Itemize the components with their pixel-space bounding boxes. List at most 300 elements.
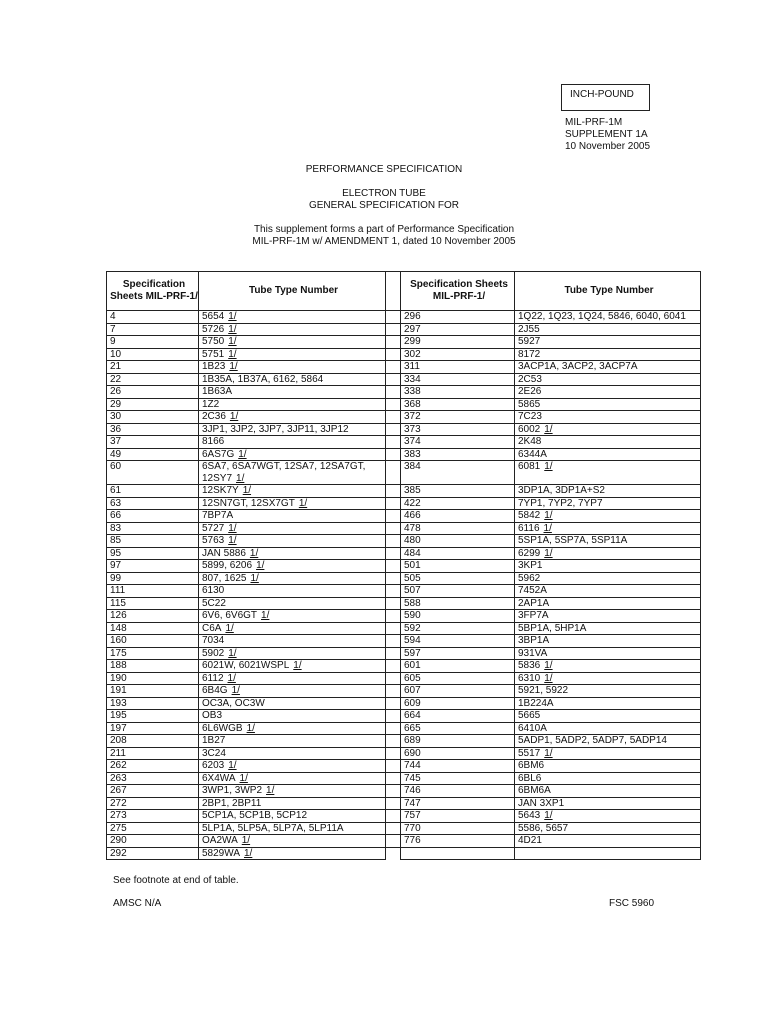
table-row (107, 398, 701, 411)
spec-sheet-cell: 770 (401, 822, 515, 835)
tube-type-cell (199, 510, 386, 523)
spec-sheet-cell: 605 (401, 672, 515, 685)
tube-type-cell (515, 323, 701, 336)
spec-sheet-cell: 383 (401, 448, 515, 461)
tube-type-text: 5865 (518, 398, 541, 410)
tube-type-cell (515, 510, 701, 523)
table-row (107, 660, 701, 673)
spec-sheet-cell: 60 (107, 461, 199, 485)
table-row (107, 560, 701, 573)
tube-type-text: 8172 (518, 348, 541, 360)
spec-sheet-cell: 368 (401, 398, 515, 411)
spec-sheet-cell: 744 (401, 760, 515, 773)
tube-type-text: 2AP1A (518, 597, 550, 609)
footnote-marker: 1/ (544, 660, 553, 671)
spec-sheet-cell: 601 (401, 660, 515, 673)
column-gap (386, 597, 401, 610)
footnote-marker: 1/ (544, 810, 553, 821)
spec-sheet-cell: 747 (401, 797, 515, 810)
column-gap (386, 847, 401, 860)
spec-sheet-cell: 208 (107, 735, 199, 748)
spec-sheet-cell: 111 (107, 585, 199, 598)
column-gap (386, 772, 401, 785)
tube-type-text: 5751 (202, 348, 225, 360)
tube-type-cell (515, 772, 701, 785)
table-row (107, 622, 701, 635)
spec-sheet-cell: 507 (401, 585, 515, 598)
tube-type-cell (515, 597, 701, 610)
spec-sheet-cell: 290 (107, 835, 199, 848)
tube-type-cell (199, 835, 386, 848)
footnote-marker: 1/ (246, 722, 255, 734)
tube-type-cell (515, 535, 701, 548)
tube-type-text: 6L6WGB (202, 722, 243, 734)
table-row (107, 797, 701, 810)
table-row (107, 336, 701, 349)
tube-type-text: 5ADP1, 5ADP2, 5ADP7, 5ADP14 (518, 735, 667, 746)
spec-sheet-cell: 61 (107, 485, 199, 498)
tube-type-cell (515, 760, 701, 773)
tube-type-cell (515, 522, 701, 535)
footnote-marker: 1/ (261, 610, 270, 621)
table-row (107, 323, 701, 336)
tube-type-text: 6203 (202, 760, 225, 771)
tube-type-cell (515, 635, 701, 648)
tube-type-cell (199, 610, 386, 623)
column-gap (386, 797, 401, 810)
footnote-marker: 1/ (256, 560, 265, 571)
table-row (107, 386, 701, 399)
column-gap (386, 423, 401, 436)
tube-type-text: 5763 (202, 535, 225, 546)
footnote-marker: 1/ (544, 510, 553, 521)
footnote-marker: 1/ (241, 835, 251, 846)
tube-type-text: 1B27 (202, 735, 226, 746)
column-gap (386, 535, 401, 548)
tube-type-cell (199, 722, 386, 735)
supplement: SUPPLEMENT 1A (565, 129, 648, 140)
tube-type-text: 3KP1 (518, 560, 543, 571)
spec-sheet-cell: 160 (107, 635, 199, 648)
table-row (107, 772, 701, 785)
tube-type-text: 6BM6 (518, 760, 545, 771)
spec-sheet-cell: 97 (107, 560, 199, 573)
spec-sheet-cell: 191 (107, 685, 199, 698)
tube-type-text: JAN 5886 (202, 547, 246, 559)
column-gap (386, 461, 401, 485)
table-row (107, 348, 701, 361)
tube-type-cell (199, 635, 386, 648)
tube-type-text: 6SA7, 6SA7WGT, 12SA7, 12SA7GT, 12SY7 (202, 461, 366, 484)
tube-type-cell (515, 560, 701, 573)
tube-type-cell (515, 423, 701, 436)
spec-sheet-cell: 10 (107, 348, 199, 361)
tube-type-text: 3BP1A (518, 635, 550, 646)
column-gap (386, 735, 401, 748)
footnote-marker: 1/ (227, 672, 236, 684)
tube-type-text: 5750 (202, 336, 225, 347)
tube-type-cell (199, 772, 386, 785)
spec-sheet-cell: 484 (401, 547, 515, 560)
column-gap (386, 497, 401, 510)
spec-sheet-cell: 385 (401, 485, 515, 498)
footnote-marker: 1/ (266, 785, 275, 796)
footnote-marker: 1/ (544, 461, 553, 472)
tube-type-text: 5654 (202, 311, 225, 322)
tube-type-cell (515, 398, 701, 411)
tube-type-cell (199, 785, 386, 798)
column-gap (386, 547, 401, 560)
footnote-marker: 1/ (229, 411, 239, 422)
spec-sheet-cell: 30 (107, 411, 199, 424)
intro-line-1: This supplement forms a part of Performance Specification (253, 224, 515, 235)
column-gap (386, 386, 401, 399)
tube-type-text: 6AS7G (202, 448, 235, 460)
tube-type-cell (515, 672, 701, 685)
tube-type-text: 3JP1, 3JP2, 3JP7, 3JP11, 3JP12 (202, 423, 349, 435)
footnote-marker: 1/ (544, 672, 553, 684)
spec-sheet-cell: 609 (401, 697, 515, 710)
footnote-marker: 1/ (228, 647, 237, 659)
spec-sheet-cell: 37 (107, 436, 199, 449)
spec-sheet-cell: 267 (107, 785, 199, 798)
tube-type-cell (515, 547, 701, 560)
column-gap (386, 697, 401, 710)
table-row (107, 847, 701, 860)
amsc-label: AMSC N/A (113, 898, 162, 909)
tube-type-cell (515, 685, 701, 698)
spec-sheet-cell: 175 (107, 647, 199, 660)
table-row (107, 448, 701, 461)
tube-type-text: 5962 (518, 572, 541, 584)
column-gap (386, 622, 401, 635)
tube-type-cell (515, 735, 701, 748)
table-row (107, 722, 701, 735)
footnote-marker: 1/ (236, 472, 245, 484)
spec-sheet-cell: 592 (401, 622, 515, 635)
column-gap (386, 373, 401, 386)
column-gap (386, 672, 401, 685)
tube-type-text: 7BP7A (202, 510, 234, 521)
tube-type-text: 1Z2 (202, 398, 220, 410)
tube-type-cell (199, 323, 386, 336)
table-row (107, 647, 701, 660)
doc-type-title: PERFORMANCE SPECIFICATION (305, 164, 463, 175)
spec-sheet-cell: 95 (107, 547, 199, 560)
tube-type-cell (199, 386, 386, 399)
tube-type-cell (199, 735, 386, 748)
spec-sheet-cell: 745 (401, 772, 515, 785)
table-row (107, 461, 701, 485)
spec-sheet-cell: 594 (401, 635, 515, 648)
spec-sheet-cell: 49 (107, 448, 199, 461)
footnote-marker: 1/ (228, 760, 237, 771)
tube-type-cell (515, 785, 701, 798)
tube-type-text: 807, 1625 (202, 572, 247, 584)
tube-type-text: 12SN7GT, 12SX7GT (202, 497, 295, 509)
tube-type-cell (515, 348, 701, 361)
tube-type-cell (515, 722, 701, 735)
tube-type-text: 7YP1, 7YP2, 7YP7 (518, 497, 603, 509)
tube-type-cell (515, 835, 701, 848)
tube-type-text: 3FP7A (518, 610, 549, 621)
table-row (107, 635, 701, 648)
tube-type-cell (515, 585, 701, 598)
table-row (107, 810, 701, 823)
spec-sheet-cell: 273 (107, 810, 199, 823)
spec-sheet-cell: 83 (107, 522, 199, 535)
tube-type-text: 5SP1A, 5SP7A, 5SP11A (518, 535, 628, 546)
tube-type-text: 6V6, 6V6GT (202, 610, 258, 621)
tube-type-text: 1B63A (202, 386, 233, 397)
tube-type-cell (515, 497, 701, 510)
tube-type-text: 5727 (202, 522, 225, 534)
tube-type-text: 6299 (518, 547, 541, 559)
tube-type-cell (199, 672, 386, 685)
footnote-marker: 1/ (544, 747, 553, 759)
tube-type-text: 5829WA (202, 847, 240, 859)
column-gap (386, 610, 401, 623)
tube-type-text: OA2WA (202, 835, 238, 846)
tube-type-cell (199, 398, 386, 411)
spec-sheet-cell: 190 (107, 672, 199, 685)
tube-type-text: C6A (202, 622, 222, 634)
footnote-marker: 1/ (228, 535, 237, 546)
spec-sheet-cell: 338 (401, 386, 515, 399)
spec-sheet-cell: 480 (401, 535, 515, 548)
spec-sheet-cell: 590 (401, 610, 515, 623)
tube-type-text: 2E26 (518, 386, 542, 397)
tube-type-cell (515, 411, 701, 424)
footnote-marker: 1/ (242, 485, 252, 496)
tube-type-cell (199, 448, 386, 461)
column-gap (386, 560, 401, 573)
column-gap (386, 685, 401, 698)
intro-line-2: MIL-PRF-1M w/ AMENDMENT 1, dated 10 November 2005 (252, 236, 516, 247)
tube-type-text: 1Q22, 1Q23, 1Q24, 5846, 6040, 6041 (518, 311, 686, 322)
column-gap (386, 810, 401, 823)
column-gap (386, 448, 401, 461)
spec-sheet-cell: 690 (401, 747, 515, 760)
spec-sheet-cell: 4 (107, 311, 199, 324)
table-row (107, 311, 701, 324)
tube-type-cell (199, 423, 386, 436)
tube-type-text: 1B224A (518, 697, 554, 709)
table-row (107, 572, 701, 585)
tube-type-cell (199, 497, 386, 510)
table-row (107, 436, 701, 449)
spec-sheet-cell: 99 (107, 572, 199, 585)
footnote-marker: 1/ (293, 660, 302, 671)
tube-type-text: 6081 (518, 461, 541, 472)
column-gap (386, 835, 401, 848)
tube-type-cell (199, 810, 386, 823)
footnote-marker: 1/ (228, 323, 237, 335)
column-gap (386, 585, 401, 598)
tube-type-text: 2C53 (518, 373, 542, 385)
col-header-tube-left: Tube Type Number (199, 272, 386, 311)
column-gap (386, 323, 401, 336)
table-row (107, 411, 701, 424)
column-gap (386, 722, 401, 735)
spec-sheet-cell: 63 (107, 497, 199, 510)
column-gap (386, 760, 401, 773)
tube-type-cell (199, 461, 386, 485)
footnote-marker: 1/ (228, 522, 237, 534)
tube-type-cell (199, 585, 386, 598)
tube-type-cell (199, 597, 386, 610)
table-row (107, 697, 701, 710)
spec-sheet-cell: 374 (401, 436, 515, 449)
document-identifier (565, 117, 650, 153)
column-gap (386, 710, 401, 723)
table-row (107, 822, 701, 835)
tube-table (106, 271, 701, 860)
spec-sheet-cell: 263 (107, 772, 199, 785)
footnote-reference: See footnote at end of table. (113, 875, 239, 886)
column-gap (386, 336, 401, 349)
tube-type-cell (515, 810, 701, 823)
doc-title: ELECTRON TUBE (342, 188, 426, 199)
tube-type-cell (199, 547, 386, 560)
tube-type-text: 6112 (202, 672, 224, 684)
footnote-marker: 1/ (298, 497, 308, 509)
spec-sheet-cell: 296 (401, 311, 515, 324)
spec-sheet-cell: 193 (107, 697, 199, 710)
tube-type-cell (515, 436, 701, 449)
footnote-marker: 1/ (243, 847, 253, 859)
spec-sheet-cell: 665 (401, 722, 515, 735)
doc-subtitle: GENERAL SPECIFICATION FOR (308, 200, 460, 211)
tube-type-cell (515, 697, 701, 710)
tube-type-text: 5LP1A, 5LP5A, 5LP7A, 5LP11A (202, 822, 344, 834)
tube-type-cell (515, 373, 701, 386)
table-row (107, 535, 701, 548)
tube-type-cell (199, 336, 386, 349)
tube-type-cell (515, 311, 701, 324)
table-row (107, 735, 701, 748)
tube-type-cell (515, 822, 701, 835)
spec-sheet-cell: 299 (401, 336, 515, 349)
footnote-marker: 1/ (239, 772, 248, 784)
spec-sheet-cell: 776 (401, 835, 515, 848)
tube-type-text: 6310 (518, 672, 541, 684)
footnote-marker: 1/ (544, 547, 553, 559)
tube-type-text: 8166 (202, 436, 225, 447)
spec-sheet-cell: 275 (107, 822, 199, 835)
footnote-marker: 1/ (229, 361, 238, 372)
tube-type-text: 1B35A, 1B37A, 6162, 5864 (202, 373, 324, 385)
tube-type-text: 6BL6 (518, 772, 542, 784)
tube-type-text: 5899, 6206 (202, 560, 253, 571)
tube-type-text: OC3A, OC3W (202, 697, 265, 709)
spec-sheet-cell: 9 (107, 336, 199, 349)
column-gap (386, 660, 401, 673)
spec-sheet-cell: 501 (401, 560, 515, 573)
tube-type-cell (515, 797, 701, 810)
column-gap (386, 747, 401, 760)
tube-type-cell (515, 485, 701, 498)
tube-type-text: 5586, 5657 (518, 822, 569, 834)
col-header-tube-right: Tube Type Number (515, 272, 701, 311)
tube-type-text: 6B4G (202, 685, 228, 696)
tube-type-text: 3DP1A, 3DP1A+S2 (518, 485, 605, 496)
tube-type-cell (515, 660, 701, 673)
table-row (107, 361, 701, 374)
tube-type-text: 5836 (518, 660, 541, 671)
tube-type-cell (199, 348, 386, 361)
tube-type-text: 5643 (518, 810, 541, 821)
spec-sheet-cell: 597 (401, 647, 515, 660)
spec-sheet-cell: 197 (107, 722, 199, 735)
spec-sheet-cell: 148 (107, 622, 199, 635)
tube-type-text: 2J55 (518, 323, 540, 335)
spec-sheet-cell: 262 (107, 760, 199, 773)
tube-type-text: 2K48 (518, 436, 542, 447)
tube-type-text: 5CP1A, 5CP1B, 5CP12 (202, 810, 308, 821)
tube-type-text: 6116 (518, 522, 540, 534)
spec-sheet-cell: 607 (401, 685, 515, 698)
table-row (107, 747, 701, 760)
tube-type-text: OB3 (202, 710, 223, 721)
inch-pound-box: INCH-POUND (561, 84, 650, 111)
column-gap (386, 785, 401, 798)
spec-sheet-cell: 85 (107, 535, 199, 548)
tube-type-text: 6130 (202, 585, 225, 596)
tube-type-cell (199, 660, 386, 673)
footnote-marker: 1/ (249, 547, 259, 559)
tube-type-cell (199, 560, 386, 573)
spec-sheet-cell: 311 (401, 361, 515, 374)
tube-type-cell (515, 847, 701, 860)
tube-type-text: 4D21 (518, 835, 542, 846)
tube-type-cell (199, 747, 386, 760)
table-row (107, 373, 701, 386)
spec-sheet-cell: 29 (107, 398, 199, 411)
column-gap (386, 272, 401, 311)
tube-type-text: 6BM6A (518, 785, 551, 796)
spec-sheet-cell: 505 (401, 572, 515, 585)
tube-type-text: 3ACP1A, 3ACP2, 3ACP7A (518, 361, 638, 372)
tube-type-text: 7452A (518, 585, 547, 596)
tube-type-text: 2C36 (202, 411, 226, 422)
fsc-label: FSC 5960 (609, 898, 655, 909)
column-gap (386, 635, 401, 648)
tube-type-text: 12SK7Y (202, 485, 239, 496)
spec-sheet-cell: 292 (107, 847, 199, 860)
tube-type-cell (515, 336, 701, 349)
col-header-spec-right: Specification Sheets MIL-PRF-1/ (401, 272, 515, 311)
spec-sheet-cell: 384 (401, 461, 515, 485)
table-row (107, 710, 701, 723)
column-gap (386, 411, 401, 424)
spec-sheet-cell: 195 (107, 710, 199, 723)
column-gap (386, 822, 401, 835)
tube-type-text: 5517 (518, 747, 541, 759)
column-gap (386, 311, 401, 324)
tube-type-cell (515, 747, 701, 760)
doc-id: MIL-PRF-1M (565, 117, 623, 128)
tube-type-text: 5665 (518, 710, 541, 721)
table-row (107, 597, 701, 610)
table-row (107, 510, 701, 523)
tube-type-text: 6344A (518, 448, 547, 460)
tube-type-cell (199, 685, 386, 698)
table-row (107, 522, 701, 535)
tube-type-text: 2BP1, 2BP11 (202, 797, 262, 809)
tube-type-cell (199, 710, 386, 723)
tube-type-cell (199, 822, 386, 835)
